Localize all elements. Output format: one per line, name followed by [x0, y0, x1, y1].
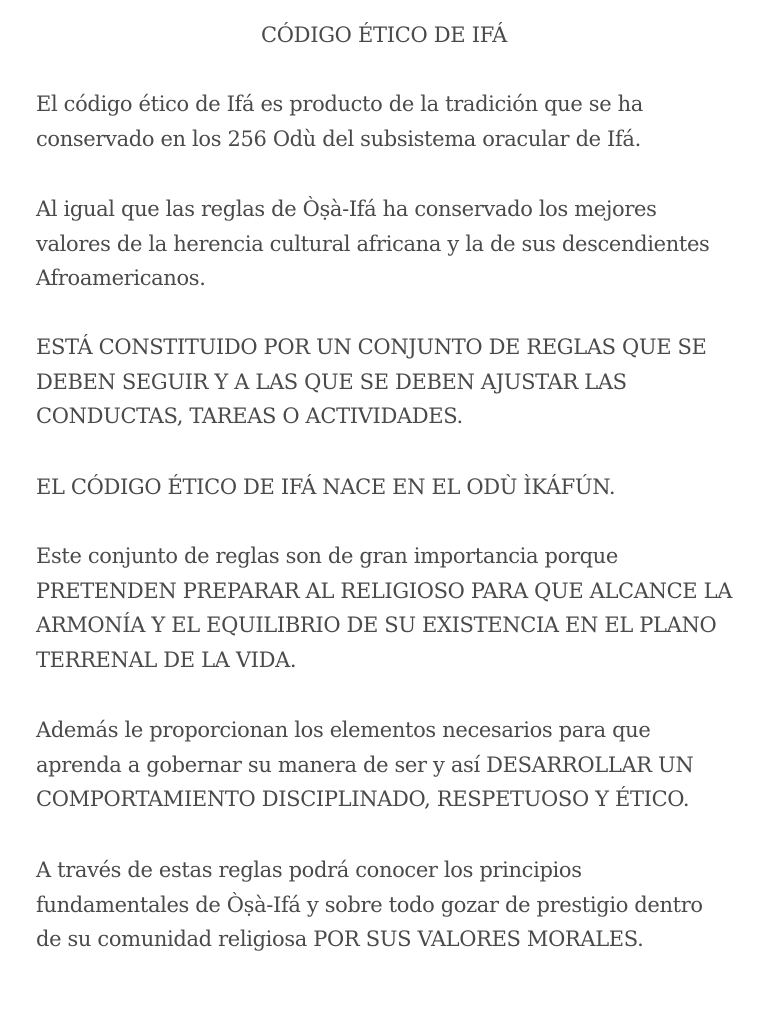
- text-line: Este conjunto de reglas son de gran importancia porque: [36, 544, 618, 568]
- text-line: fundamentales de Òṣà-Ifá y sobre todo gozar de prestigio dentro: [36, 892, 703, 917]
- text-line: El código ético de Ifá es producto de la tradición que se ha: [36, 92, 643, 116]
- text-line: de su comunidad religiosa POR SUS VALORES MORALES.: [36, 927, 644, 952]
- text-line: ARMONÍA Y EL EQUILIBRIO DE SU EXISTENCIA EN EL PLANO: [36, 613, 717, 638]
- text-line: PRETENDEN PREPARAR AL RELIGIOSO PARA QUE ALCANCE LA: [36, 578, 733, 603]
- text-line: COMPORTAMIENTO DISCIPLINADO, RESPETUOSO Y ÉTICO.: [36, 787, 690, 812]
- paragraph-rules: [36, 330, 736, 434]
- text-line: valores de la herencia cultural africana y la de sus descendientes: [36, 231, 710, 256]
- text-line: TERRENAL DE LA VIDA.: [36, 647, 297, 672]
- text-line: Además le proporcionan los elementos necesarios para que: [36, 718, 651, 742]
- text-line: aprenda a gobernar su manera de ser y así DESARROLLAR UN: [36, 752, 694, 777]
- paragraph-principles: [36, 853, 736, 957]
- text-line: ESTÁ CONSTITUIDO POR UN CONJUNTO DE REGLAS QUE SE: [36, 335, 707, 359]
- text-line: EL CÓDIGO ÉTICO DE IFÁ NACE EN EL ODÙ ÌKÁFÚN.: [36, 475, 616, 499]
- text-line: Al igual que las reglas de Òṣà-Ifá ha conservado los mejores: [36, 197, 657, 221]
- text-line: Afroamericanos.: [36, 266, 206, 291]
- paragraph-birth: [36, 470, 736, 505]
- document-title: CÓDIGO ÉTICO DE IFÁ: [260, 23, 508, 47]
- text-line: conservado en los 256 Odù del subsistema oracular de Ifá.: [36, 126, 641, 151]
- paragraph-origin: [36, 87, 736, 156]
- paragraph-elements: [36, 713, 736, 817]
- paragraph-values: [36, 192, 736, 296]
- paragraph-importance: [36, 539, 736, 677]
- text-line: CONDUCTAS, TAREAS O ACTIVIDADES.: [36, 404, 463, 429]
- text-line: DEBEN SEGUIR Y A LAS QUE SE DEBEN AJUSTAR LAS: [36, 369, 627, 394]
- text-line: A través de estas reglas podrá conocer los principios: [36, 858, 582, 882]
